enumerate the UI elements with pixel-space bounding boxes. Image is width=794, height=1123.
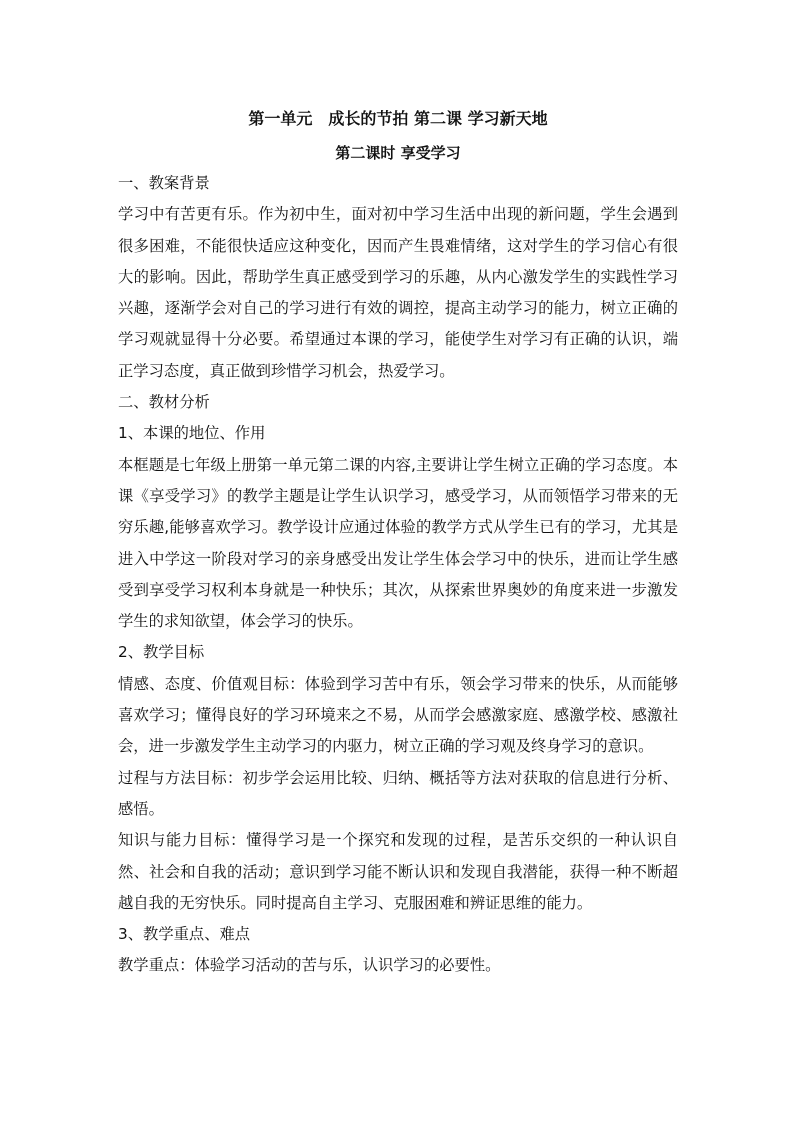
subsection-heading-teaching-goals: 2、教学目标 <box>118 643 205 662</box>
paragraph-background: 学习中有苦更有乐。作为初中生，面对初中学习生活中出现的新问题，学生会遇到很多困难，不能很快适应这种变化，因而产生畏难情绪，这对学生的学习信心有很大的影响。因此，帮助学生真正感受到学习的乐趣，从内心激发学生的实践性学习兴趣，逐渐学会对自己的学习进行有效的调控，提高主动学习的能力，树立正确的学习观就显得十分必要。希望通过本课的学习，能使学生对学习有正确的认识，端正学习态度，真正做到珍惜学习机会，热爱学习。 <box>118 205 678 380</box>
paragraph-key-points: 教学重点：体验学习活动的苦与乐，认识学习的必要性。 <box>118 956 501 975</box>
paragraph-knowledge-goal: 知识与能力目标：懂得学习是一个探究和发现的过程，是苦乐交织的一种认识自然、社会和自我的活动；意识到学习能不断认识和发现自我潜能，获得一种不断超越自我的无穷快乐。同时提高自主学习、克服困难和辨证思维的能力。 <box>118 831 678 912</box>
subsection-heading-key-points: 3、教学重点、难点 <box>118 925 251 944</box>
lesson-subtitle: 第二课时 享受学习 <box>335 144 461 162</box>
section-heading-background: 一、教案背景 <box>118 174 210 192</box>
document-page <box>118 100 678 982</box>
document-title: 第一单元 成长的节拍 第二课 学习新天地 <box>248 109 548 128</box>
section-heading-material-analysis: 二、教材分析 <box>118 393 210 412</box>
paragraph-position-role: 本框题是七年级上册第一单元第二课的内容,主要讲让学生树立正确的学习态度。本课《享受学习》的教学主题是让学生认识学习，感受学习，从而领悟学习带来的无穷乐趣,能够喜欢学习。教学设计应通过体验的教学方式从学生已有的学习，尤其是进入中学这一阶段对学习的亲身感受出发让学生体会学习中的快乐，进而让学生感受到享受学习权利本身就是一种快乐；其次，从探索世界奥妙的角度来进一步激发学生的求知欲望，体会学习的快乐。 <box>118 455 678 631</box>
subsection-heading-position-role: 1、本课的地位、作用 <box>118 424 266 443</box>
paragraph-process-goal: 过程与方法目标：初步学会运用比较、归纳、概括等方法对获取的信息进行分析、感悟。 <box>118 768 678 818</box>
paragraph-emotion-goal: 情感、态度、价值观目标：体验到学习苦中有乐，领会学习带来的快乐，从而能够喜欢学习；懂得良好的学习环境来之不易，从而学会感激家庭、感激学校、感激社会，进一步激发学生主动学习的内驱力，树立正确的学习观及终身学习的意识。 <box>118 674 678 756</box>
